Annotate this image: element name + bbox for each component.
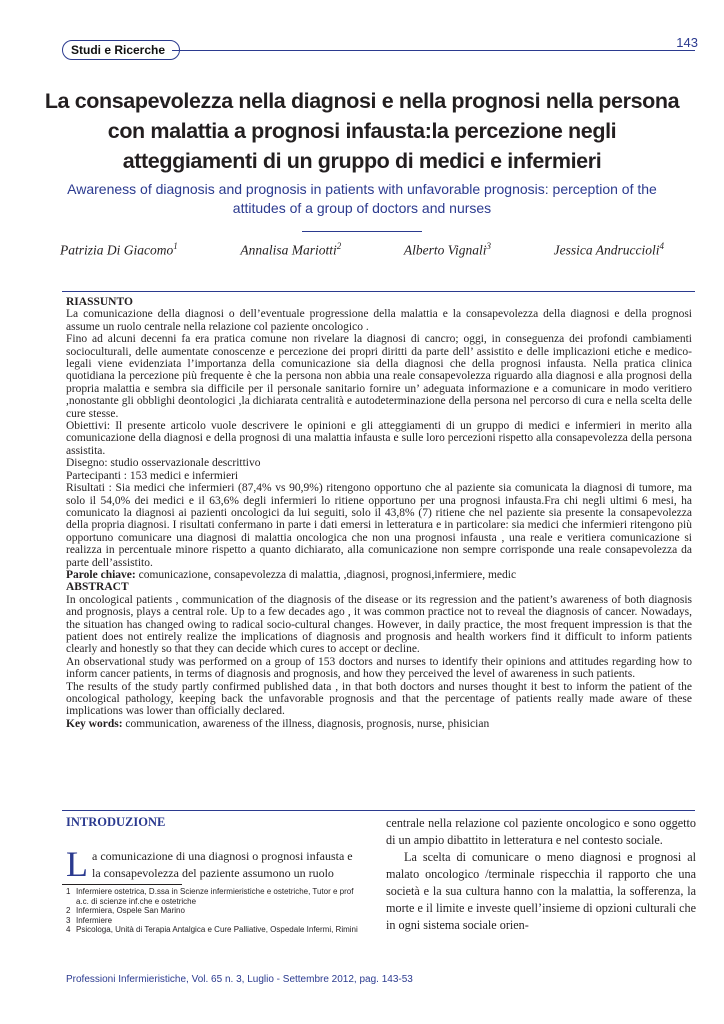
footnote: 1 Infermiere ostetrica, D.ssa in Scienze infermieristiche e ostetriche, Tutor e prof a.c. di scienze inf.che e ostetriche [66, 887, 354, 906]
abstract-heading: ABSTRACT [66, 581, 129, 594]
title-divider [302, 231, 422, 232]
footnote-rule [62, 884, 182, 885]
body-paragraph: centrale nella relazione col paziente oncologico e sono oggetto di un ampio dibattito in letteratura e nel contesto sociale. [386, 816, 696, 847]
right-column [386, 815, 696, 934]
body-paragraph: La scelta di comunicare o meno diagnosi e prognosi al malato oncologico /terminale rispecchia il rapporto che una società e la sua cultura hanno con la malattia, la sofferenza, la morte e il limite e investe quell’insieme di opzioni culturali che in ogni sistema sociale orien- [386, 850, 696, 932]
author: Patrizia Di Giacomo$^1$ [60, 241, 178, 258]
footnote: 2 Infermiera, Ospele San Marino [66, 906, 185, 915]
riassunto-paragraph: Partecipanti : 153 medici e infermieri [66, 469, 239, 482]
dropcap: L [66, 844, 88, 884]
page-number: 143 [676, 35, 698, 50]
riassunto-paragraph: La comunicazione della diagnosi o dell’eventuale progressione della malattia e la consapevolezza della diagnosi e della prognosi assume un ruolo centrale nella relazione col paziente oncologico . [66, 308, 692, 333]
riassunto-heading: RIASSUNTO [66, 296, 133, 308]
section-tag: Studi e Ricerche [62, 40, 180, 60]
riassunto-keywords: Parole chiave: comunicazione, consapevolezza di malattia, ,diagnosi, prognosi,infermiere, medic [66, 568, 517, 581]
intro-paragraph: La comunicazione di una diagnosi o prognosi infausta e la consapevolezza del paziente assumono un ruolo [66, 844, 353, 884]
page-footer: Professioni Infermieristiche, Vol. 65 n. 3, Luglio - Settembre 2012, pag. 143-53 [66, 974, 413, 985]
riassunto-paragraph: Obiettivi: Il presente articolo vuole descrivere le opinioni e gli atteggiamenti di un gruppo di medici e infermieri in merito alla comunicazione della diagnosi e della prognosi di una malattia infausta e sulle loro percezioni rispetto alla consapevolezza della persona assistita. [66, 420, 692, 457]
author: Annalisa Mariotti$^2$ [240, 241, 342, 258]
article-subtitle: Awareness of diagnosis and prognosis in patients with unfavorable prognosis: perception of the attitudes of a group of doctors and nurses [67, 181, 657, 216]
riassunto-paragraph: Risultati : Sia medici che infermieri (87,4% vs 90,9%) ritengono opportuno che al paziente sia comunicata la diagnosi di tumore, ma solo il 54,0% dei medici e il 63,6% degli infermieri lo ritiene opportuno per una prognosi infausta.Fra chi negli ultimi 6 mesi, ha comunicato la diagnosi ai pazienti oncologici da lui seguiti, solo il 43,8% (7) ritiene che nel paziente sia presente la consapevolezza della propria diagnosi. I risultati confermano in parte i dati emersi in letteratura e in particolare: sia medici che infermieri ritengono più opportuno comunicare una diagnosi di malattia oncologica che non una prognosi infausta , una reale e veritiera comunicazione si realizza in percentuale minore rispetto a quanto dichiarato, alla comunicazione non sempre corrisponde una reale consapevolezza da parte dell’assistito. [66, 482, 692, 569]
intro-heading: INTRODUZIONE [66, 815, 166, 829]
abstract-keywords: Key words: communication, awareness of the illness, diagnosis, prognosis, nurse, phisician [66, 717, 490, 730]
footnote: 4 Psicologa, Unità di Terapia Antalgica e Cure Palliative, Ospedale Infermi, Rimini [66, 925, 358, 934]
abstract-paragraph: An observational study was performed on a group of 153 doctors and nurses to identify their opinions and attitudes regarding how to inform cancer patients, in terms of diagnosis and prognosis, and how they perceived the level of awareness in such patients. [66, 655, 692, 681]
header-rule [172, 50, 695, 51]
author: Jessica Andruccioli$^4$ [553, 241, 664, 258]
author: Alberto Vignali$^3$ [403, 241, 492, 258]
footnotes [66, 887, 366, 935]
abstract-top-rule [62, 291, 695, 292]
author-list [60, 241, 664, 259]
footnote: 3 Infermiere [66, 915, 113, 925]
riassunto-paragraph: Fino ad alcuni decenni fa era pratica comune non rivelare la diagnosi di cancro; oggi, in conseguenza dei profondi cambiamenti socioculturali, delle aumentate conoscenze e percezione dei propri diritti da parte dell’ assistito e delle implicazioni etiche e medico-legali viene evidenziata l’importanza della comunicazione sia della diagnosi che della prognosi infausta. Nella pratica clinica quotidiana la percezione più frequente è che la persona non abbia una reale consapevolezza riguardo alla diagnosi e alla prognosi della propria malattia e sembra sia difficile per il personale sanitario fornire un’ adeguata informazione e a comunicare in modo veritiero ,nonostante gli obblighi deontologici ,la dichiarata centralità e autodeterminazione della persona nel percorso di cura e nella scelta delle cure stesse. [66, 333, 692, 420]
riassunto-paragraph: Disegno: studio osservazionale descrittivo [66, 457, 261, 470]
article-title: La consapevolezza nella diagnosi e nella prognosi nella persona con malattia a prognosi infausta:la percezione negli atteggiamenti di un gruppo di medici e infermieri [44, 89, 680, 173]
abstract-paragraph: The results of the study partly confirmed published data , in that both doctors and nurses thought it best to inform the patient of the oncological pathology, keeping back the unfavorable prognosis and that the percentage of patients really made aware of these implications was lower than officially declared. [66, 680, 692, 718]
abstract-paragraph: In oncological patients , communication of the diagnosis of the disease or its regression and the patient’s awareness of both diagnosis and prognosis, plays a central role. Up to a few decades ago , it was common practice not to reveal the diagnosis of cancer. Nowadays, the situation has changed owing to radical socio-cultural changes. However, in daily practice, the most frequent impression is that the patient does not entirely realize the implications of diagnosis and prognosis and health workers find it difficult to inform patients clearly and honestly so that they can decide which cures to accept or decline. [66, 593, 692, 656]
abstract-bottom-rule [62, 810, 695, 811]
abstract-block [66, 296, 692, 730]
